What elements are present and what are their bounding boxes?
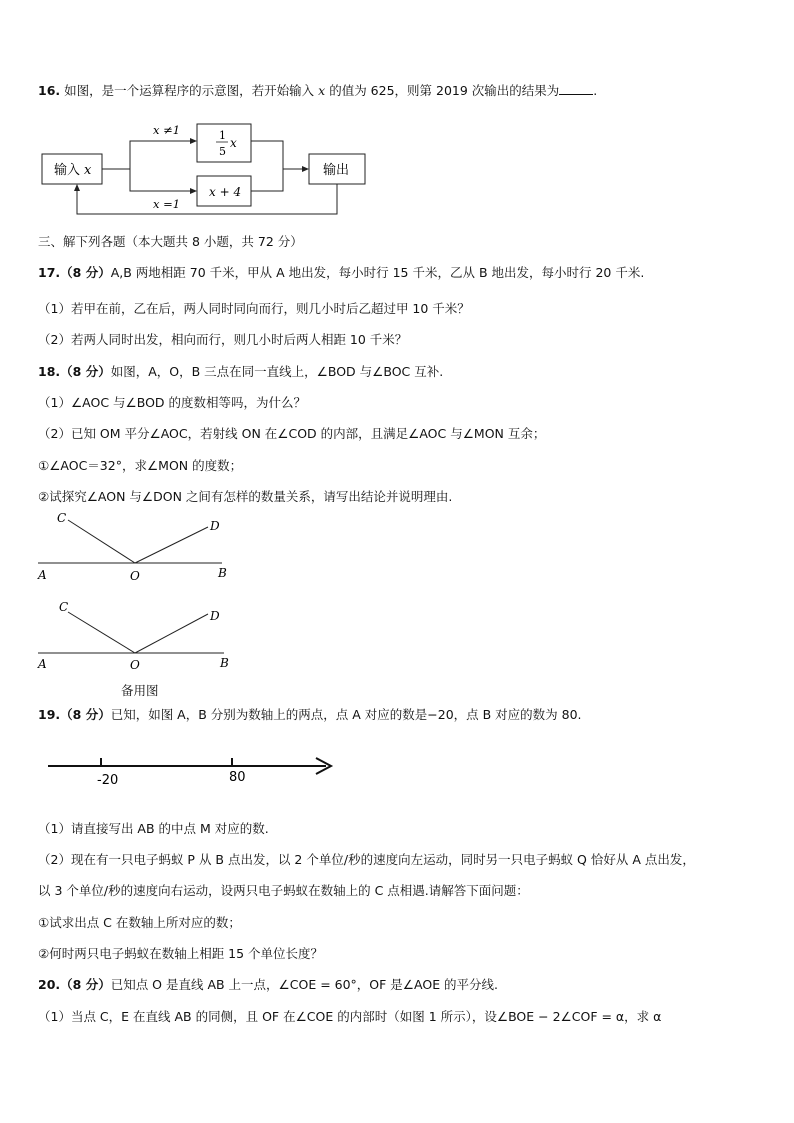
section-heading: 三、解下列各题（本大题共 8 小题，共 72 分） [38, 234, 303, 249]
q20-stem [38, 976, 498, 994]
plus-four-label: x + 4 [209, 185, 242, 199]
q17-body: A,B 两地相距 70 千米，甲从 A 地出发，每小时行 15 千米，乙从 B 地出发，每小时行 20 千米. [110, 265, 645, 280]
q19-sub2: ②何时两只电子蚂蚁在数轴上相距 15 个单位长度？ [38, 946, 324, 961]
q20-part1: （1）当点 C，E 在直线 AB 的同侧，且 OF 在∠COE 的内部时（如图 1 所示），设∠BOE − 2∠COF = α，求 α [38, 1009, 662, 1024]
q18-body: 如图，A，O，B 三点在同一直线上，∠BOD 与∠BOC 互补. [110, 364, 444, 379]
label-a: A [38, 657, 47, 671]
q19-body: 已知，如图 A，B 分别为数轴上的两点，点 A 对应的数是−20，点 B 对应的数为 80. [110, 707, 582, 722]
q19-head: 19.（8 分） [38, 707, 111, 722]
condition-top: x ≠1 [153, 123, 181, 137]
q18-part2: （2）已知 OM 平分∠AOC，若射线 ON 在∠COD 的内部，且满足∠AOC 与∠MON 互余； [38, 426, 546, 441]
label-b: B [218, 566, 227, 580]
q16-text-b: 的值为 625，则第 2019 次输出的结果为 [329, 83, 560, 98]
tick-a-label: -20 [97, 773, 119, 788]
label-b: B [220, 656, 229, 670]
label-c: C [57, 511, 67, 525]
q20-body: 已知点 O 是直线 AB 上一点，∠COE = 60°，OF 是∠AOE 的平分线. [110, 977, 499, 992]
q16-number: 16. [38, 83, 61, 98]
fraction-var: x [230, 136, 237, 150]
q18-sub1: ①∠AOC＝32°，求∠MON 的度数； [38, 458, 243, 473]
q19-sub1: ①试求出点 C 在数轴上所对应的数； [38, 915, 241, 930]
fraction-denominator: 5 [219, 145, 226, 158]
label-o: O [130, 569, 140, 583]
q17-part2: （2）若两人同时出发，相向而行，则几小时后两人相距 10 千米？ [38, 332, 408, 347]
q19-part2b: 以 3 个单位/秒的速度向右运动，设两只电子蚂蚁在数轴上的 C 点相遇.请解答下面问题： [38, 883, 529, 898]
q19-part2a: （2）现在有一只电子蚂蚁 P 从 B 点出发，以 2 个单位/秒的速度向左运动，同时另一只电子蚂蚁 Q 恰好从 A 点出发， [38, 852, 695, 867]
q18-part1: （1）∠AOC 与∠BOD 的度数相等吗，为什么？ [38, 395, 307, 410]
label-d: D [210, 609, 220, 623]
label-o: O [130, 658, 140, 672]
q17-part1: （1）若甲在前，乙在后，两人同时同向而行，则几小时后乙超过甲 10 千米？ [38, 301, 470, 316]
q19-part1: （1）请直接写出 AB 的中点 M 对应的数. [38, 821, 269, 836]
q18-head: 18.（8 分） [38, 364, 111, 379]
tick-b-label: 80 [229, 770, 246, 785]
label-d: D [210, 519, 220, 533]
input-label: 输入 [54, 163, 81, 178]
fraction-numerator: 1 [219, 129, 226, 142]
output-label: 输出 [323, 163, 350, 178]
q16-end: . [593, 83, 598, 98]
q16-var-x: x [318, 83, 326, 98]
q18-sub2: ②试探究∠AON 与∠DON 之间有怎样的数量关系，请写出结论并说明理由. [38, 489, 453, 504]
input-var: x [84, 163, 92, 178]
spare-figure-caption: 备用图 [121, 683, 159, 698]
q16-text-a: 如图，是一个运算程序的示意图，若开始输入 [64, 83, 315, 98]
q17-head: 17.（8 分） [38, 265, 111, 280]
condition-bottom: x =1 [153, 197, 181, 211]
q20-head: 20.（8 分） [38, 977, 111, 992]
label-c: C [59, 600, 69, 614]
label-a: A [38, 568, 47, 582]
